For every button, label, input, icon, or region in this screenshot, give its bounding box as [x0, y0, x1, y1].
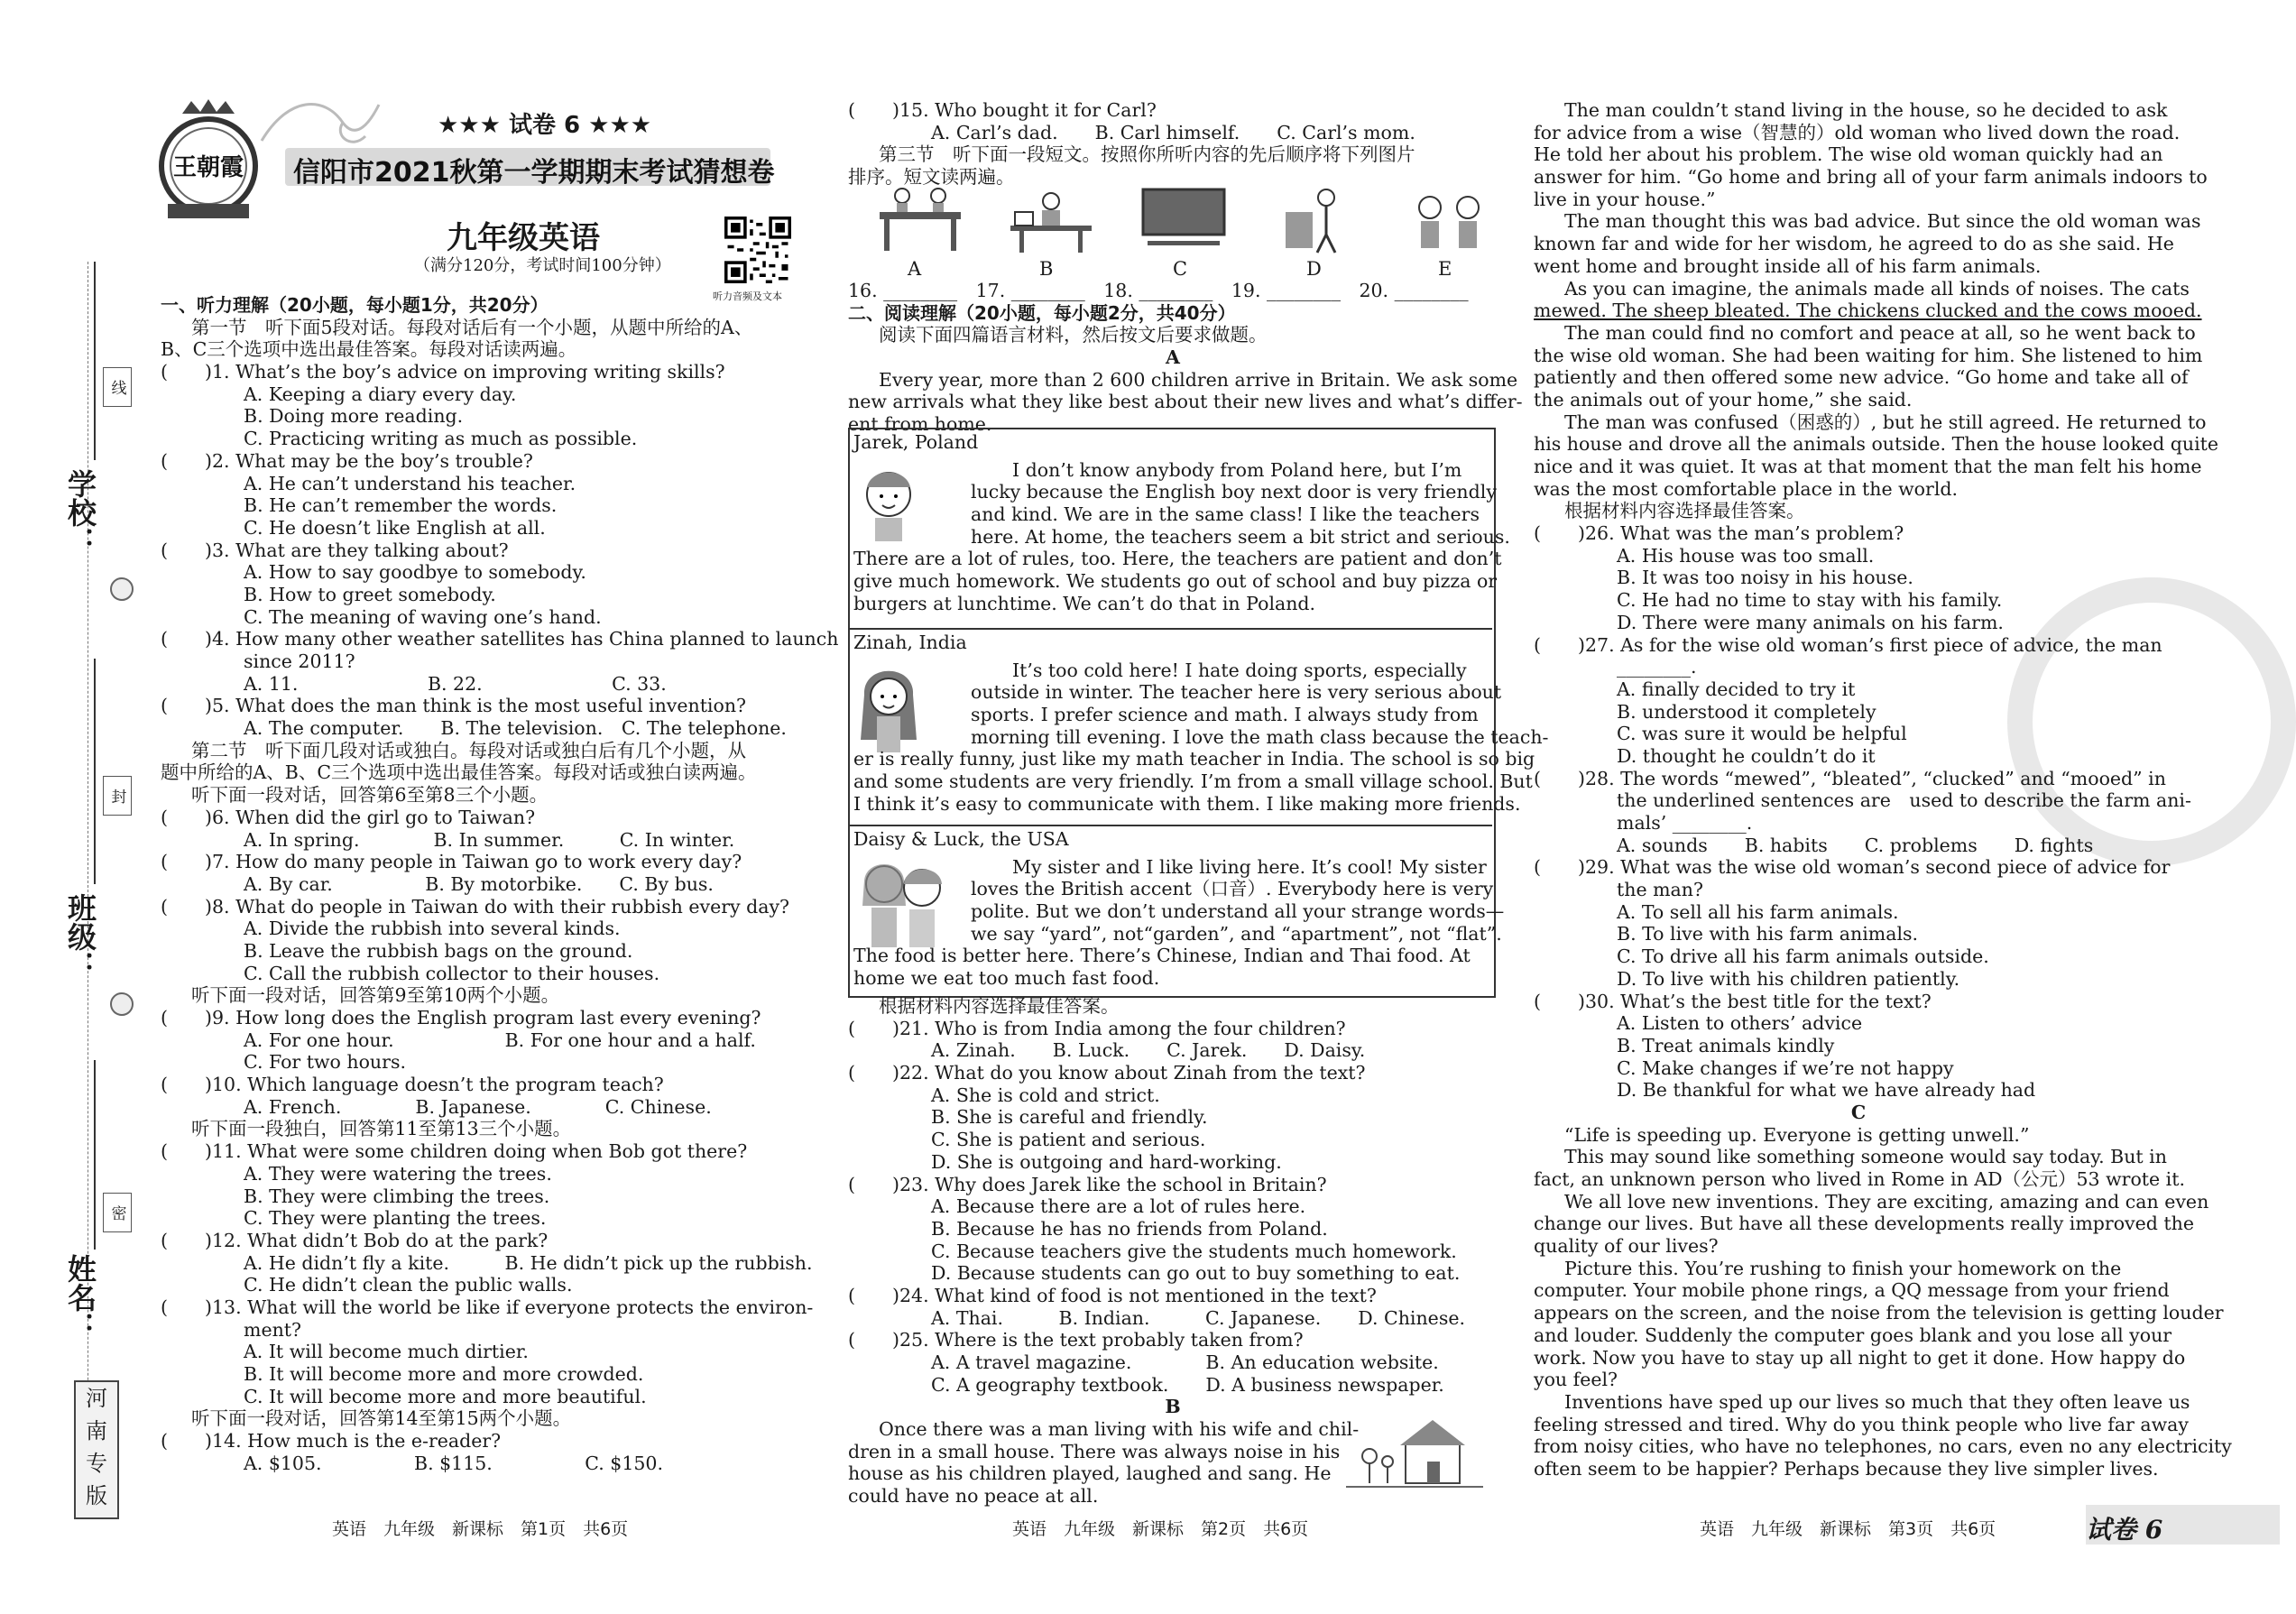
question-9: ( )9. How long does the English program last every evening?: [161, 1007, 761, 1028]
passage-text: nice and it was quiet. It was at that moment that the man felt his home: [1534, 456, 2202, 477]
option[interactable]: B. He can’t remember the words.: [244, 494, 558, 517]
name-label: 姓名：: [63, 1254, 97, 1341]
page-footer: 英语 九年级 新课标 第2页 共6页: [1012, 1519, 1309, 1539]
option[interactable]: D. Be thankful for what we have already had: [1617, 1079, 2036, 1102]
svg-text:王朝霞: 王朝霞: [172, 154, 244, 181]
option-row[interactable]: A. sounds B. habits C. problems D. fights: [1617, 834, 2094, 856]
family-house-picture-icon: [1342, 1407, 1487, 1494]
option[interactable]: C. Call the rubbish collector to their houses.: [244, 962, 660, 984]
passage-text: computer. Your mobile phone rings, a QQ message from your friend: [1534, 1279, 2170, 1302]
qr-caption: 听力音频及文本: [713, 291, 782, 302]
seal-mark-seal: 封: [103, 776, 132, 816]
option[interactable]: A. Because there are a lot of rules here.: [931, 1195, 1306, 1218]
option[interactable]: C. Because teachers give the students much homework.: [931, 1240, 1457, 1262]
entry-text: home we eat too much fast food.: [853, 967, 1160, 990]
passage-text: Inventions have sped up our lives so much that they often leave us: [1564, 1390, 2190, 1413]
entry-name: Jarek, Poland: [853, 431, 979, 453]
question-23: ( )23. Why does Jarek like the school in Britain?: [848, 1173, 1327, 1195]
entry-jarek: [853, 431, 1510, 615]
brand-logo-icon: [155, 97, 262, 224]
option-row[interactable]: A. In spring. B. In summer. C. In winter.: [244, 828, 735, 851]
option-row[interactable]: A. For one hour. B. For one hour and a half.: [244, 1028, 756, 1051]
entry-text: It’s too cold here! I hate doing sports, especially: [1012, 659, 1467, 681]
entry-zinah: [853, 632, 1549, 816]
picture-label: D: [1306, 258, 1322, 280]
column-2-reading: [848, 280, 1523, 436]
option-row[interactable]: A. Carl’s dad. B. Carl himself. C. Carl’s mom.: [931, 121, 1415, 143]
seal-mark-line: 线: [103, 367, 132, 407]
name-blank[interactable]: [94, 1060, 96, 1250]
passage-text: you feel?: [1534, 1369, 1618, 1391]
option[interactable]: C. He didn’t clean the public walls.: [244, 1274, 573, 1296]
passage-text: often seem to be happier? Perhaps because they live simpler lives.: [1534, 1457, 2159, 1480]
entry-text: The food is better here. There’s Chinese, Indian and Thai food. At: [853, 945, 1471, 967]
option[interactable]: D. To live with his children patiently.: [1617, 967, 1960, 990]
picture-label: B: [1039, 258, 1054, 280]
option[interactable]: B. They were climbing the trees.: [244, 1185, 550, 1207]
picture-label: A: [908, 258, 922, 280]
entry-text: polite. But we don’t understand all your strange words—: [971, 900, 1505, 923]
passage-text: the animals out of your home,” she said.: [1534, 388, 1913, 410]
option-row[interactable]: C. A geography textbook. D. A business newspaper.: [931, 1373, 1444, 1396]
option[interactable]: C. was sure it would be helpful: [1617, 723, 1907, 745]
instruction: 阅读下面四篇语言材料，然后按文后要求做题。: [879, 324, 1268, 346]
instruction: 题中所给的A、B、C三个选项中选出最佳答案。每段对话或独白读两遍。: [161, 761, 757, 784]
question-text: mals’ ________.: [1617, 812, 1753, 834]
paper-number: ★★★ 试卷 6 ★★★: [438, 112, 652, 139]
entry-text: I think it’s easy to communicate with them. I like making more friends.: [853, 792, 1521, 815]
entry-text: burgers at lunchtime. We can’t do that in Poland.: [853, 592, 1316, 614]
passage-text: from noisy cities, who have no telephones, no cars, even no any electricity: [1534, 1435, 2232, 1458]
entry-text: outside in winter. The teacher here is very serious about: [971, 681, 1502, 704]
section-heading: 一、听力理解（20小题，每小题1分，共20分）: [161, 294, 549, 316]
passage-text: could have no peace at all.: [848, 1485, 1099, 1508]
column-2-top: [848, 99, 1498, 189]
exam-info: （满分120分，考试时间100分钟）: [414, 256, 671, 275]
edition-badge: 河南专版: [74, 1380, 119, 1519]
passage-text: dren in a small house. There was always noise in his: [848, 1440, 1341, 1462]
option-row[interactable]: A. Thai. B. Indian. C. Japanese. D. Chinese.: [931, 1306, 1465, 1329]
option[interactable]: A. finally decided to try it: [1617, 678, 1856, 700]
option[interactable]: A. His house was too small.: [1617, 544, 1875, 567]
paper-tag-label: 试卷 6: [2086, 1515, 2163, 1545]
entry-text: sports. I prefer science and math. I always study from: [971, 704, 1479, 726]
entry-name: Daisy & Luck, the USA: [853, 828, 1069, 850]
option[interactable]: B. Treat animals kindly: [1617, 1034, 1835, 1056]
passage-text: feeling stressed and tired. Why do you think people who live far away: [1534, 1413, 2189, 1435]
class-blank[interactable]: [94, 659, 96, 884]
option[interactable]: B. understood it completely: [1617, 700, 1876, 723]
option[interactable]: D. She is outgoing and hard-working.: [931, 1150, 1282, 1173]
option[interactable]: C. For two hours.: [244, 1051, 406, 1074]
entry-text: lucky because the English boy next door is very friendly: [971, 481, 1497, 503]
option[interactable]: C. Practicing writing as much as possible.: [244, 428, 638, 450]
picture-d-icon: [1272, 185, 1362, 257]
question-21: ( )21. Who is from India among the four children?: [848, 1017, 1346, 1039]
question-22: ( )22. What do you know about Zinah from the text?: [848, 1062, 1366, 1084]
option[interactable]: B. She is careful and friendly.: [931, 1106, 1208, 1129]
entry-text: I don’t know anybody from Poland here, but I’m: [1012, 458, 1462, 481]
passage-text: his house and drove all the animals outside. Then the house looked quite: [1534, 433, 2219, 456]
question-6: ( )6. When did the girl go to Taiwan?: [161, 806, 536, 828]
instruction: 第一节 听下面5段对话。每段对话后有一个小题，从题中所给的A、: [191, 316, 753, 338]
option[interactable]: A. Listen to others’ advice: [1617, 1012, 1863, 1035]
passage-text: the wise old woman. She had been waiting for him. She listened to him: [1534, 344, 2203, 366]
entry-text: There are a lot of rules, too. Here, the teachers are patient and don’t: [853, 548, 1502, 570]
option[interactable]: A. She is cold and strict.: [931, 1084, 1160, 1106]
instruction: 听下面一段对话，回答第9至第10两个小题。: [191, 984, 560, 1007]
option[interactable]: C. He doesn’t like English at all.: [244, 516, 546, 539]
question-5: ( )5. What does the man think is the most useful invention?: [161, 695, 747, 717]
passage-text: known far and wide for her wisdom, he agreed to do as she said. He: [1534, 233, 2174, 255]
class-label: 班级：: [63, 893, 97, 980]
page-title: 九年级英语: [447, 220, 600, 256]
answer-blanks[interactable]: 16. ________ 17. ________ 18. ________ 19. ________ 20. ________: [848, 280, 1469, 301]
instruction: 第三节 听下面一段短文。按照你所听内容的先后顺序将下列图片: [879, 143, 1415, 166]
passage-text: house as his children played, laughed and sang. He: [848, 1462, 1332, 1485]
entry-text: morning till evening. I love the math class because the teach-: [971, 725, 1549, 748]
option[interactable]: A. Divide the rubbish into several kinds.: [244, 918, 621, 940]
question-11: ( )11. What were some children doing when Bob got there?: [161, 1140, 748, 1163]
section-heading: 二、阅读理解（20小题，每小题2分，共40分）: [848, 301, 1236, 324]
box-divider: [848, 628, 1492, 630]
option-row[interactable]: A. By car. B. By motorbike. C. By bus.: [244, 872, 714, 895]
question-text: the underlined sentences are used to describe the farm ani-: [1617, 789, 2191, 812]
question-2: ( )2. What may be the boy’s trouble?: [161, 449, 533, 472]
option-row[interactable]: A. A travel magazine. B. An education website.: [931, 1351, 1439, 1373]
passage-text: He told her about his problem. The wise old woman quickly had an: [1534, 143, 2163, 166]
option[interactable]: B. Doing more reading.: [244, 405, 464, 428]
option[interactable]: A. They were watering the trees.: [244, 1162, 552, 1185]
instruction: B、C三个选项中选出最佳答案。每段对话读两遍。: [161, 338, 577, 361]
picture-e-icon: [1403, 185, 1493, 257]
exam-name: 信阳市2021秋第一学期期末考试猜想卷: [293, 157, 775, 189]
option-row[interactable]: A. $105. B. $115. C. $150.: [244, 1452, 663, 1474]
passage-text: new arrivals what they like best about their new lives and what’s differ-: [848, 391, 1523, 413]
option[interactable]: B. To live with his farm animals.: [1617, 923, 1919, 945]
option[interactable]: C. He had no time to stay with his family.: [1617, 589, 2003, 612]
option[interactable]: A. How to say goodbye to somebody.: [244, 561, 586, 584]
option-row[interactable]: A. He didn’t fly a kite. B. He didn’t pick up the rubbish.: [244, 1251, 813, 1274]
entry-text: give much homework. We students go out of school and buy pizza or: [853, 570, 1498, 593]
option[interactable]: A. He can’t understand his teacher.: [244, 472, 576, 494]
passage-letter: C: [1850, 1101, 1867, 1123]
question-10: ( )10. Which language doesn’t the program teach?: [161, 1074, 664, 1096]
passage-text: ent from home.: [848, 413, 992, 436]
question-8: ( )8. What do people in Taiwan do with their rubbish every day?: [161, 895, 790, 918]
seal-mark-secret: 密: [103, 1193, 132, 1232]
entry-text: here. At home, the teachers seem a bit strict and serious.: [971, 525, 1510, 548]
picture-label: C: [1173, 258, 1188, 280]
entry-text: er is really funny, just like my math teacher in India. The school is so big: [853, 748, 1535, 770]
option[interactable]: C. She is patient and serious.: [931, 1129, 1206, 1151]
option[interactable]: C. Make changes if we’re not happy: [1617, 1056, 1954, 1079]
passage-text: Once there was a man living with his wife and chil-: [879, 1418, 1360, 1441]
binding-hole-icon: [110, 992, 134, 1016]
binding-hole-icon: [110, 577, 134, 601]
passage-text: The man thought this was bad advice. But since the old woman was: [1564, 210, 2201, 233]
option-row[interactable]: A. French. B. Japanese. C. Chinese.: [244, 1095, 712, 1118]
question-text: since 2011?: [244, 650, 355, 672]
question-3: ( )3. What are they talking about?: [161, 539, 509, 561]
instruction: 根据材料内容选择最佳答案。: [1564, 500, 1805, 522]
question-27: ( )27. As for the wise old woman’s first piece of advice, the man: [1534, 633, 2162, 656]
school-blank[interactable]: [94, 262, 96, 460]
instruction: 听下面一段对话，回答第6至第8三个小题。: [191, 784, 549, 807]
school-label: 学校：: [63, 469, 97, 556]
passage-text: Every year, more than 2 600 children arrive in Britain. We ask some: [879, 368, 1518, 391]
passage-text: answer for him. “Go home and bring all of your farm animals indoors to: [1534, 166, 2208, 189]
column-3: [1534, 99, 2232, 1480]
entry-text: My sister and I like living here. It’s cool! My sister: [1012, 855, 1487, 878]
question-text: ment?: [244, 1318, 302, 1341]
passage-text: was the most comfortable place in the world.: [1534, 477, 1959, 500]
option[interactable]: B. How to greet somebody.: [244, 583, 496, 605]
entry-text: and some students are very friendly. I’m from a small village school. But: [853, 770, 1533, 793]
option[interactable]: A. It will become much dirtier.: [244, 1341, 529, 1363]
question-7: ( )7. How do many people in Taiwan go to work every day?: [161, 851, 742, 873]
picture-b-icon: [1006, 185, 1096, 257]
option[interactable]: C. They were planting the trees.: [244, 1207, 547, 1230]
question-28: ( )28. The words “mewed”, “bleated”, “clucked” and “mooed” in: [1534, 767, 2166, 789]
entry-daisy-luck: [853, 828, 1505, 990]
option[interactable]: D. There were many animals on his farm.: [1617, 611, 2004, 633]
passage-text: appears on the screen, and the noise from the television is getting louder: [1534, 1302, 2224, 1324]
entry-name: Zinah, India: [853, 632, 967, 653]
option[interactable]: D. Because students can go out to buy something to eat.: [931, 1262, 1461, 1285]
passage-text: change our lives. But have all these developments really improved the: [1534, 1213, 2194, 1235]
passage-text: went home and brought inside all of his farm animals.: [1534, 254, 2042, 277]
passage-text: patiently and then offered some new advice. “Go home and take all of: [1534, 366, 2189, 389]
option[interactable]: B. Leave the rubbish bags on the ground.: [244, 939, 633, 962]
question-15: ( )15. Who bought it for Carl?: [848, 99, 1157, 121]
question-12: ( )12. What didn’t Bob do at the park?: [161, 1229, 549, 1251]
option[interactable]: B. Because he has no friends from Poland.: [931, 1217, 1328, 1240]
passage-letter: B: [1165, 1396, 1181, 1418]
passage-text: “Life is speeding up. Everyone is getting unwell.”: [1564, 1123, 2030, 1146]
box-divider: [848, 825, 1492, 826]
passage-text: for advice from a wise（智慧的）old woman who lived down the road.: [1534, 121, 2181, 143]
option[interactable]: C. The meaning of waving one’s hand.: [244, 605, 602, 628]
passage-text: and louder. Suddenly the computer goes blank and you lose all your: [1534, 1323, 2172, 1346]
question-29: ( )29. What was the wise old woman’s second piece of advice for: [1534, 856, 2171, 879]
question-26: ( )26. What was the man’s problem?: [1534, 522, 1904, 545]
option[interactable]: D. thought he couldn’t do it: [1617, 744, 1876, 767]
entry-text: and kind. We are in the same class! I like the teachers: [971, 503, 1480, 526]
passage-text: The man was confused（困惑的）, but he still agreed. He returned to: [1564, 410, 2207, 433]
passage-text: quality of our lives?: [1534, 1235, 1719, 1258]
passage-text: work. Now you have to stay up all night to get it done. How happy do: [1534, 1346, 2186, 1369]
entry-text: loves the British accent（口音）. Everybody here is very: [971, 878, 1494, 900]
question-14: ( )14. How much is the e-reader?: [161, 1430, 502, 1453]
passage-text: The man couldn’t stand living in the house, so he decided to ask: [1564, 99, 2168, 121]
picture-a-icon: [875, 185, 965, 257]
instruction: 听下面一段独白，回答第11至第13三个小题。: [191, 1118, 572, 1140]
option[interactable]: B. It was too noisy in his house.: [1617, 567, 1913, 589]
entry-text: we say “yard”, not“garden”, and “apartment”, not “flat”.: [971, 922, 1502, 945]
option[interactable]: C. It will become more and more beautiful.: [244, 1385, 647, 1407]
instruction: 听下面一段对话，回答第14至第15两个小题。: [191, 1407, 572, 1430]
underlined-sentences: mewed. The sheep bleated. The chickens clucked and the cows mooed.: [1534, 300, 2202, 322]
option[interactable]: B. It will become more and more crowded.: [244, 1363, 644, 1385]
picture-label: E: [1438, 258, 1452, 280]
question-13: ( )13. What will the world be like if everyone protects the environ-: [161, 1296, 814, 1318]
passage-text: Picture this. You’re rushing to finish your homework on the: [1564, 1257, 2122, 1279]
answer-blank[interactable]: ________.: [1617, 656, 1697, 678]
instruction: 根据材料内容选择最佳答案。: [879, 995, 1120, 1017]
page-footer: 英语 九年级 新课标 第1页 共6页: [332, 1519, 629, 1539]
question-24: ( )24. What kind of food is not mentioned in the text?: [848, 1284, 1377, 1306]
option[interactable]: A. To sell all his farm animals.: [1617, 900, 1899, 923]
passage-text: The man could find no comfort and peace at all, so he went back to: [1564, 321, 2196, 344]
question-1: ( )1. What’s the boy’s advice on improving writing skills?: [161, 361, 725, 383]
option[interactable]: C. To drive all his farm animals outside.: [1617, 945, 1989, 968]
picture-c-icon: [1139, 185, 1229, 257]
qr-code-icon[interactable]: [724, 217, 791, 283]
option[interactable]: A. Keeping a diary every day.: [244, 383, 517, 405]
question-4: ( )4. How many other weather satellites has China planned to launch: [161, 628, 839, 650]
question-text: the man?: [1617, 879, 1703, 901]
passage-text: As you can imagine, the animals made all kinds of noises. The cats: [1564, 277, 2190, 300]
page-footer: 英语 九年级 新课标 第3页 共6页: [1700, 1519, 1996, 1539]
option-row[interactable]: A. Zinah. B. Luck. C. Jarek. D. Daisy.: [931, 1039, 1366, 1062]
option-row[interactable]: A. The computer. B. The television. C. The telephone.: [244, 717, 787, 740]
column-1: [161, 294, 839, 1474]
instruction: 第二节 听下面几段对话或独白。每段对话或独白后有几个小题，从: [191, 739, 746, 761]
option-row[interactable]: A. 11. B. 22. C. 33.: [244, 672, 667, 695]
passage-text: This may sound like something someone would say today. But in: [1564, 1146, 2167, 1168]
passage-text: We all love new inventions. They are exciting, amazing and can even: [1564, 1190, 2209, 1213]
passage-text: fact, an unknown person who lived in Rome in AD（公元）53 wrote it.: [1534, 1168, 2185, 1190]
passage-letter: A: [1166, 346, 1180, 369]
instruction: 排序。短文读两遍。: [848, 166, 1015, 189]
passage-text: live in your house.”: [1534, 188, 1716, 210]
question-30: ( )30. What’s the best title for the text?: [1534, 990, 1932, 1012]
question-25: ( )25. Where is the text probably taken from?: [848, 1329, 1304, 1351]
